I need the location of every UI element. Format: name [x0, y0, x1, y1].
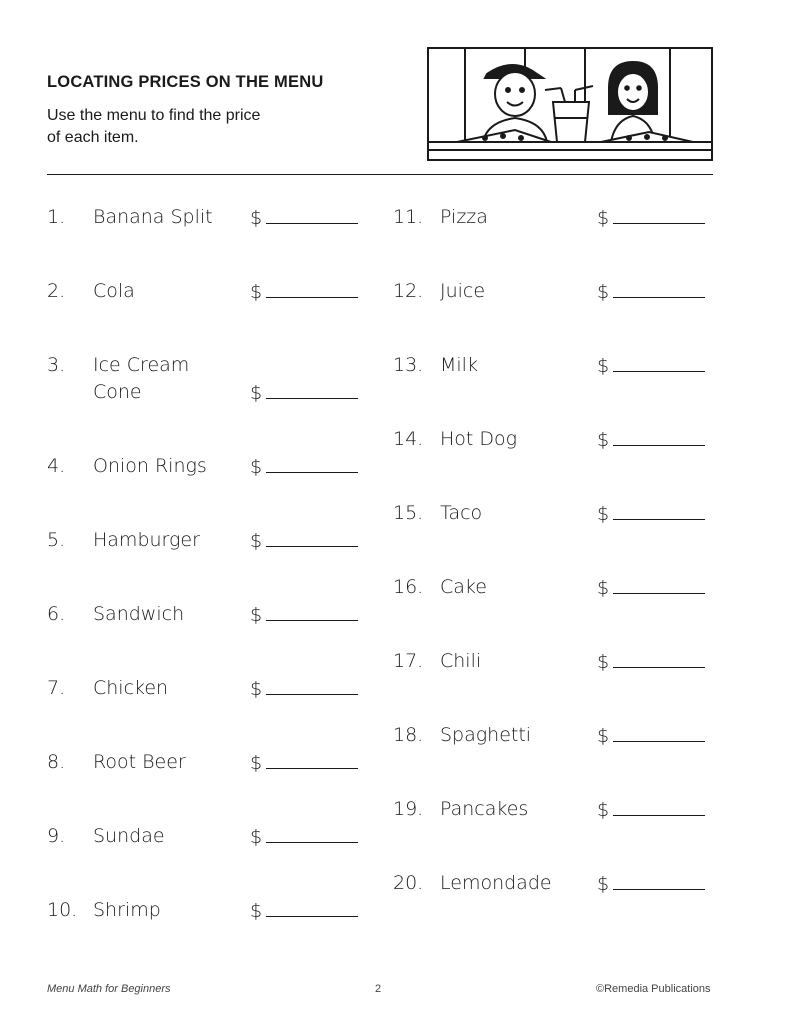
price-answer-blank[interactable] — [597, 722, 705, 750]
answer-line[interactable] — [266, 527, 358, 547]
dollar-sign: $ — [250, 456, 263, 478]
dollar-sign: $ — [250, 752, 263, 774]
item-number: 3. — [47, 354, 66, 376]
price-answer-blank[interactable] — [250, 823, 358, 851]
answer-line[interactable] — [613, 796, 705, 816]
item-number: 7. — [47, 677, 66, 699]
header-divider — [47, 174, 713, 175]
item-name: Chicken — [93, 677, 169, 699]
price-answer-blank[interactable] — [250, 601, 358, 629]
dollar-sign: $ — [597, 503, 610, 525]
item-number: 6. — [47, 603, 66, 625]
item-number: 12. — [393, 280, 424, 302]
item-name: Juice — [440, 280, 486, 302]
item-name: Chili — [440, 650, 482, 672]
price-answer-blank[interactable] — [250, 278, 358, 306]
item-name: Hamburger — [93, 529, 200, 551]
item-name: Pizza — [440, 206, 488, 228]
item-number: 5. — [47, 529, 66, 551]
dollar-sign: $ — [250, 382, 263, 404]
price-answer-blank[interactable] — [250, 749, 358, 777]
item-number: 19. — [393, 798, 424, 820]
dollar-sign: $ — [250, 604, 263, 626]
price-answer-blank[interactable] — [250, 675, 358, 703]
item-number: 10. — [47, 899, 78, 921]
answer-line[interactable] — [266, 278, 358, 298]
item-number: 17. — [393, 650, 424, 672]
item-name: Milk — [440, 354, 478, 376]
answer-line[interactable] — [266, 601, 358, 621]
price-answer-blank[interactable] — [597, 574, 705, 602]
item-number: 18. — [393, 724, 424, 746]
item-name: Root Beer — [93, 751, 186, 773]
item-number: 9. — [47, 825, 66, 847]
price-answer-blank[interactable] — [597, 352, 705, 380]
instructions-line-2: of each item. — [47, 129, 139, 146]
item-number: 16. — [393, 576, 424, 598]
dollar-sign: $ — [597, 725, 610, 747]
price-answer-blank[interactable] — [597, 648, 705, 676]
price-answer-blank[interactable] — [597, 204, 705, 232]
dollar-sign: $ — [597, 281, 610, 303]
snack-bar-workers-illustration — [425, 44, 715, 169]
item-number: 13. — [393, 354, 424, 376]
dollar-sign: $ — [250, 678, 263, 700]
item-number: 4. — [47, 455, 66, 477]
item-name: Ice Cream — [93, 354, 190, 376]
item-name: Sandwich — [93, 603, 185, 625]
item-name: Cola — [93, 280, 135, 302]
footer-book-title: Menu Math for Beginners — [47, 983, 171, 995]
answer-line[interactable] — [613, 204, 705, 224]
answer-line[interactable] — [613, 648, 705, 668]
dollar-sign: $ — [597, 355, 610, 377]
dollar-sign: $ — [250, 900, 263, 922]
answer-line[interactable] — [613, 722, 705, 742]
answer-line[interactable] — [613, 500, 705, 520]
dollar-sign: $ — [597, 429, 610, 451]
item-number: 2. — [47, 280, 66, 302]
item-name: Shrimp — [93, 899, 161, 921]
item-number: 1. — [47, 206, 66, 228]
item-name: Spaghetti — [440, 724, 532, 746]
item-name: Banana Split — [93, 206, 213, 228]
item-name: Cake — [440, 576, 487, 598]
item-name: Onion Rings — [93, 455, 207, 477]
price-answer-blank[interactable] — [250, 204, 358, 232]
dollar-sign: $ — [250, 281, 263, 303]
dollar-sign: $ — [250, 530, 263, 552]
answer-line[interactable] — [266, 379, 358, 399]
price-answer-blank[interactable] — [597, 870, 705, 898]
answer-line[interactable] — [266, 823, 358, 843]
dollar-sign: $ — [250, 826, 263, 848]
dollar-sign: $ — [597, 577, 610, 599]
price-answer-blank[interactable] — [597, 500, 705, 528]
answer-line[interactable] — [266, 675, 358, 695]
price-answer-blank[interactable] — [250, 379, 358, 407]
answer-line[interactable] — [266, 749, 358, 769]
price-answer-blank[interactable] — [250, 453, 358, 481]
price-answer-blank[interactable] — [597, 426, 705, 454]
item-number: 15. — [393, 502, 424, 524]
item-name: Hot Dog — [440, 428, 518, 450]
dollar-sign: $ — [597, 873, 610, 895]
item-name: Pancakes — [440, 798, 529, 820]
item-number: 8. — [47, 751, 66, 773]
answer-line[interactable] — [266, 453, 358, 473]
item-name: Sundae — [93, 825, 165, 847]
answer-line[interactable] — [613, 574, 705, 594]
item-name: Lemondade — [440, 872, 552, 894]
dollar-sign: $ — [597, 207, 610, 229]
price-answer-blank[interactable] — [250, 527, 358, 555]
item-number: 20. — [393, 872, 424, 894]
instructions — [47, 105, 347, 149]
footer-publisher: ©Remedia Publications — [596, 983, 711, 995]
price-answer-blank[interactable] — [250, 897, 358, 925]
page-title: LOCATING PRICES ON THE MENU — [47, 73, 324, 91]
price-answer-blank[interactable] — [597, 796, 705, 824]
answer-line[interactable] — [613, 870, 705, 890]
dollar-sign: $ — [250, 207, 263, 229]
item-name: Cone — [93, 381, 142, 403]
footer-page-number: 2 — [375, 983, 382, 995]
dollar-sign: $ — [597, 651, 610, 673]
item-name: Taco — [440, 502, 483, 524]
instructions-line-1: Use the menu to find the price — [47, 107, 261, 124]
price-answer-blank[interactable] — [597, 278, 705, 306]
answer-line[interactable] — [613, 278, 705, 298]
answer-line[interactable] — [613, 426, 705, 446]
answer-line[interactable] — [266, 897, 358, 917]
dollar-sign: $ — [597, 799, 610, 821]
answer-line[interactable] — [613, 352, 705, 372]
item-number: 11. — [393, 206, 424, 228]
item-number: 14. — [393, 428, 424, 450]
answer-line[interactable] — [266, 204, 358, 224]
